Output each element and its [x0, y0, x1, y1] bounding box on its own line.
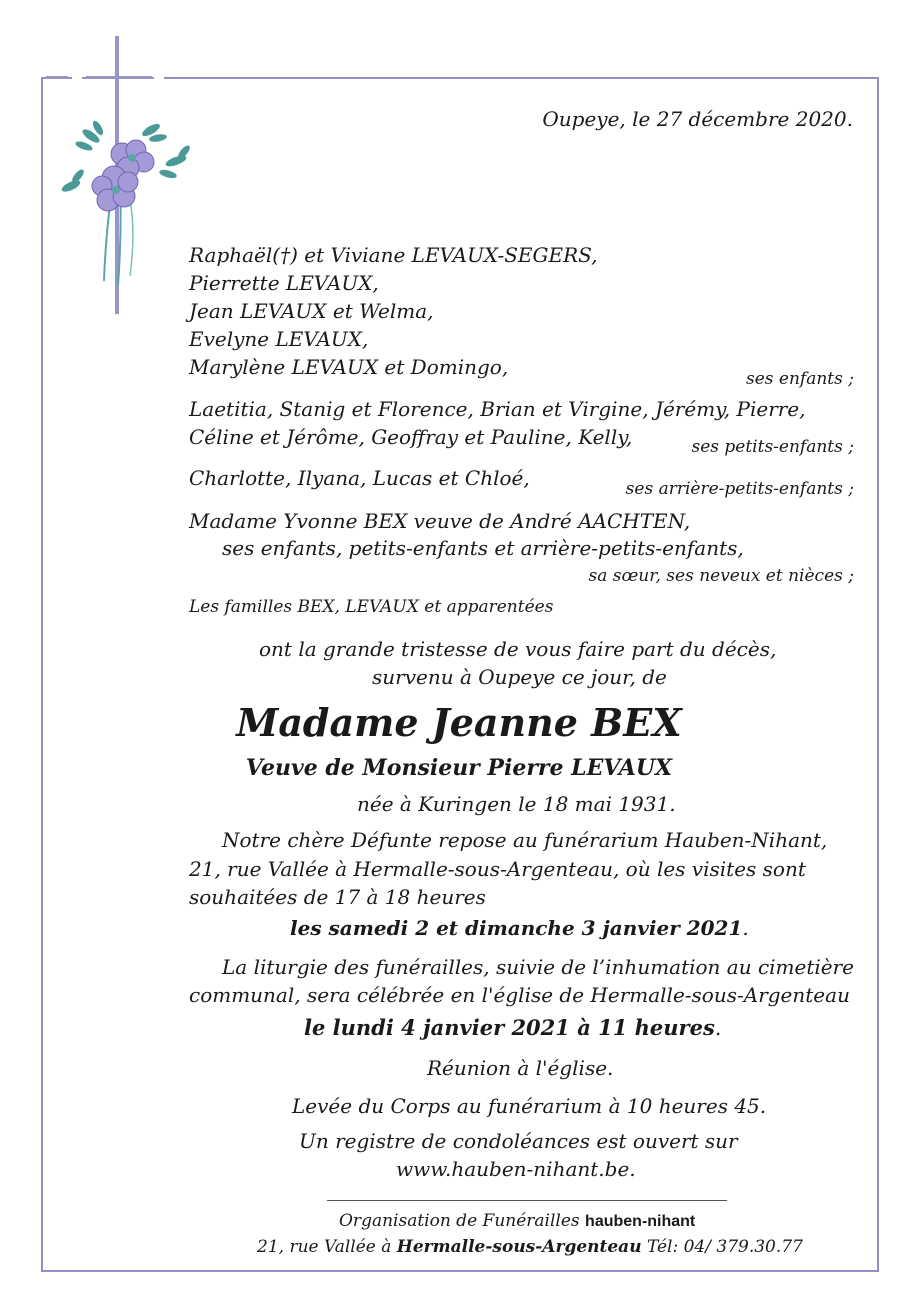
funeral-datetime-text: le lundi 4 janvier 2021 à 11 heures — [304, 1015, 715, 1040]
funeral-line-1: La liturgie des funérailles, suivie de l’inhumation au cimetière — [222, 955, 855, 979]
visit-days-period: . — [742, 916, 749, 940]
rest-line-3: souhaitées de 17 à 18 heures — [189, 885, 486, 909]
deceased-spouse: Veuve de Monsieur Pierre LEVAUX — [245, 755, 673, 781]
great-grandchildren-relation: ses arrière-petits-enfants ; — [625, 479, 854, 499]
footer-divider — [327, 1200, 727, 1201]
deceased-birth: née à Kuringen le 18 mai 1931. — [357, 792, 676, 816]
funeral-datetime — [304, 1015, 721, 1041]
registry-line-1: Un registre de condoléances est ouvert sur — [299, 1129, 738, 1153]
footer-org-prefix: Organisation de Funérailles — [339, 1211, 586, 1231]
visit-days — [290, 915, 749, 941]
flower-bouquet-icon — [56, 116, 201, 296]
border-gap-left — [72, 71, 82, 85]
funeral-datetime-period: . — [714, 1016, 722, 1040]
deceased-name: Madame Jeanne BEX — [236, 700, 682, 745]
families-line: Les familles BEX, LEVAUX et apparentées — [189, 597, 554, 617]
cross-horizontal-mid — [86, 76, 152, 79]
visit-days-text: les samedi 2 et dimanche 3 janvier 2021 — [290, 916, 743, 940]
cross-horizontal-left — [46, 76, 68, 79]
registry-url[interactable]: www.hauben-nihant.be. — [396, 1157, 636, 1181]
meeting-line: Réunion à l'église. — [427, 1056, 614, 1080]
footer-address-prefix: 21, rue Vallée à — [257, 1237, 397, 1257]
funeral-line-2: communal, sera célébrée en l'église de Hermalle-sous-Argenteau — [189, 983, 850, 1007]
announcement-line-2: survenu à Oupeye ce jour, de — [372, 665, 667, 689]
letter-date: Oupeye, le 27 décembre 2020. — [542, 107, 853, 131]
grandchildren-relation: ses petits-enfants ; — [691, 437, 854, 457]
footer-address — [257, 1234, 803, 1260]
child-line-5: Marylène LEVAUX et Domingo, — [189, 355, 509, 379]
grandchild-line-1: Laetitia, Stanig et Florence, Brian et Virgine, Jérémy, Pierre, — [189, 397, 806, 421]
children-relation: ses enfants ; — [746, 369, 854, 389]
footer-org — [339, 1208, 695, 1235]
sister-line-1: Madame Yvonne BEX veuve de André AACHTEN, — [189, 509, 691, 533]
announcement-line-1: ont la grande tristesse de vous faire part du décès, — [259, 637, 777, 661]
child-line-2: Pierrette LEVAUX, — [189, 271, 379, 295]
rest-line-2: 21, rue Vallée à Hermalle-sous-Argenteau, où les visites sont — [189, 857, 806, 881]
child-line-4: Evelyne LEVAUX, — [189, 327, 369, 351]
child-line-3: Jean LEVAUX et Welma, — [189, 299, 434, 323]
footer-address-city: Hermalle-sous-Argenteau — [396, 1237, 642, 1257]
sister-relation: sa sœur, ses neveux et nièces ; — [588, 566, 854, 586]
footer-brand-logo: hauben-nihant — [585, 1213, 696, 1230]
footer-phone: Tél: 04/ 379.30.77 — [641, 1237, 803, 1257]
rest-line-1: Notre chère Défunte repose au funérarium Hauben-Nihant, — [222, 828, 828, 852]
levee-line: Levée du Corps au funérarium à 10 heures 45. — [292, 1094, 767, 1118]
sister-line-2: ses enfants, petits-enfants et arrière-petits-enfants, — [222, 536, 744, 560]
border-gap-right — [154, 71, 164, 85]
grandchild-line-2: Céline et Jérôme, Geoffray et Pauline, Kelly, — [189, 425, 633, 449]
child-line-1: Raphaël(†) et Viviane LEVAUX-SEGERS, — [189, 243, 598, 267]
great-grandchild-line-1: Charlotte, Ilyana, Lucas et Chloé, — [189, 466, 530, 490]
